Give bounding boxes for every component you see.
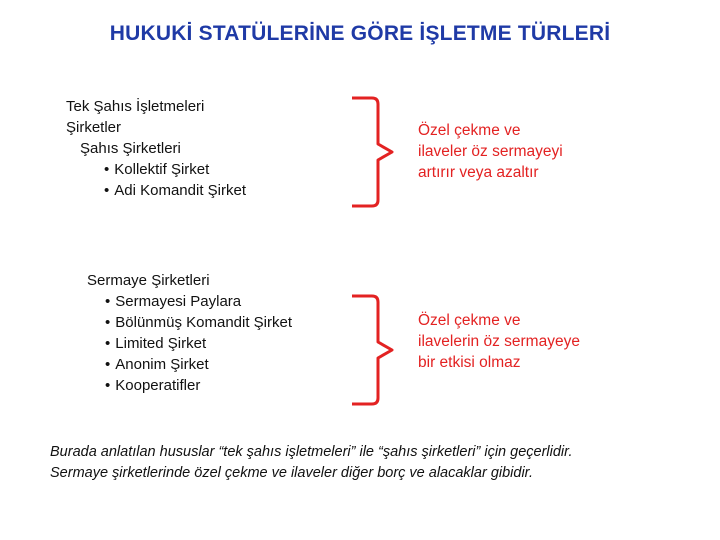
group2-item: • Bölünmüş Komandit Şirket	[87, 312, 292, 333]
group2-list	[87, 270, 292, 396]
group2-brace	[344, 292, 404, 412]
group1-line3: Şahıs Şirketleri	[80, 140, 181, 157]
group2-note-line: bir etkisi olmaz	[418, 354, 521, 371]
page-title: HUKUKİ STATÜLERİNE GÖRE İŞLETME TÜRLERİ	[109, 22, 611, 45]
group2-item: • Sermayesi Paylara	[87, 291, 292, 312]
group1-line2: Şirketler	[66, 119, 122, 136]
group1-note-line: artırır veya azaltır	[418, 164, 539, 181]
footer-note	[50, 442, 572, 484]
group1-line1: Tek Şahıs İşletmeleri	[66, 98, 205, 115]
group1-list	[66, 96, 246, 201]
group1-item: • Kollektif Şirket	[66, 159, 246, 180]
group2-item: • Anonim Şirket	[87, 354, 292, 375]
group2-item: • Limited Şirket	[87, 333, 292, 354]
group2-item: • Kooperatifler	[87, 375, 292, 396]
group2-note	[418, 310, 580, 373]
group1-note	[418, 120, 563, 183]
group2-note-line: Özel çekme ve	[418, 312, 521, 329]
footer-line: Burada anlatılan hususlar “tek şahıs işletmeleri” ile “şahıs şirketleri” için geçerlidir.	[50, 444, 573, 460]
group1-note-line: Özel çekme ve	[418, 122, 521, 139]
footer-line: Sermaye şirketlerinde özel çekme ve ilaveler diğer borç ve alacaklar gibidir.	[50, 465, 534, 481]
group1-note-line: ilaveler öz sermayeyi	[418, 143, 563, 160]
group2-note-line: ilavelerin öz sermayeye	[418, 333, 580, 350]
group1-item: • Adi Komandit Şirket	[66, 180, 246, 201]
group1-brace	[344, 94, 404, 214]
group2-heading: Sermaye Şirketleri	[87, 272, 210, 289]
